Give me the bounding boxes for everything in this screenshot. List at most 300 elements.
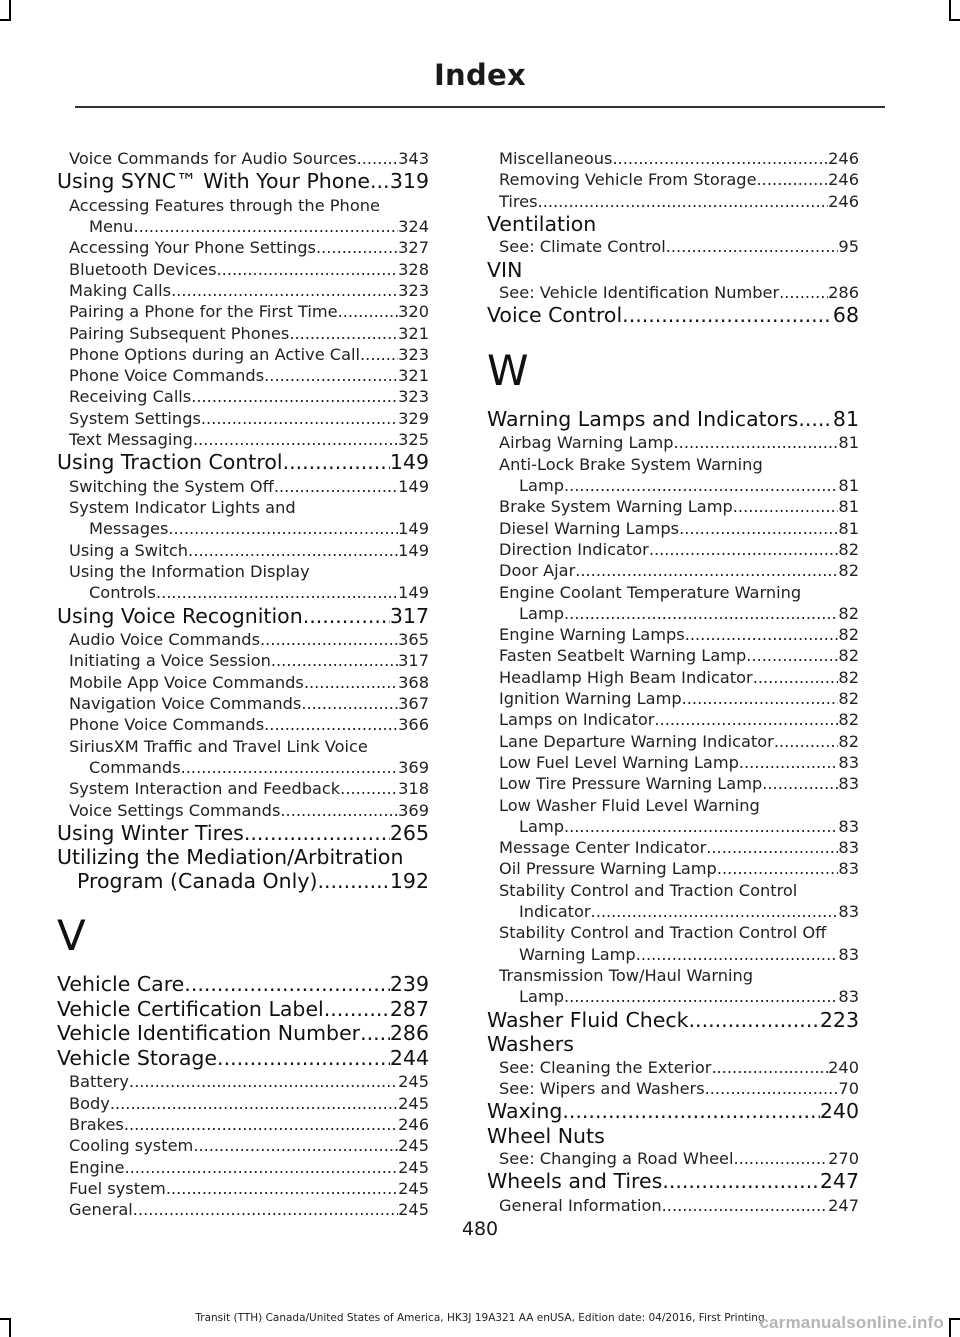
dot-leader (324, 998, 390, 1022)
dot-leader (779, 282, 828, 303)
index-subentry (57, 1071, 429, 1092)
dot-leader (717, 858, 839, 879)
index-subentry: Using the Information Display (69, 562, 310, 582)
index-subentry (487, 858, 859, 879)
index-subentry (57, 629, 429, 650)
dot-leader (124, 1157, 398, 1178)
index-subentry (57, 1157, 429, 1178)
entry-page: 286 (389, 1022, 429, 1046)
dot-leader (188, 540, 398, 561)
entry-label: Lamps on Indicator (499, 710, 655, 730)
entry-label: Commands (89, 757, 181, 777)
entry-label: System Settings (69, 408, 201, 428)
entry-label: Miscellaneous (499, 149, 613, 168)
entry-label: General Information (499, 1195, 662, 1215)
entry-label: Making Calls (69, 280, 172, 300)
entry-page: 246 (398, 1114, 429, 1134)
index-subentry (57, 672, 429, 693)
entry-label: Voice Control (487, 304, 623, 328)
entry-page: 247 (828, 1195, 859, 1215)
entry-page: 81 (838, 476, 859, 496)
entry-label: Brake System Warning Lamp (499, 497, 733, 517)
entry-label: Door Ajar (499, 561, 576, 581)
dot-leader (304, 672, 398, 693)
dot-leader (562, 1100, 820, 1124)
index-subentry (487, 645, 859, 666)
dot-leader (679, 518, 838, 539)
entry-label: Ignition Warning Lamp (499, 689, 682, 709)
entry-page: 246 (828, 191, 859, 211)
index-subentry (57, 757, 429, 778)
entry-page: 369 (398, 800, 429, 820)
dot-leader (666, 236, 839, 257)
dot-leader (168, 518, 398, 539)
entry-label: Messages (89, 519, 169, 539)
index-subentry (57, 1178, 429, 1199)
dot-leader (316, 237, 398, 258)
entry-label: Receiving Calls (69, 387, 192, 407)
index-subentry: Transmission Tow/Haul Warning (499, 965, 753, 985)
index-subentry (487, 560, 859, 581)
entry-label: Warning Lamp (519, 944, 636, 964)
entry-label: See: Climate Control (499, 237, 666, 257)
index-heading: Wheel Nuts (487, 1123, 605, 1148)
dot-leader (264, 365, 398, 386)
index-subentry (57, 259, 429, 280)
dot-leader (762, 773, 838, 794)
entry-page: 83 (838, 944, 859, 964)
entry-label: Using Voice Recognition (57, 604, 303, 628)
entry-page: 81 (832, 407, 859, 431)
dot-leader (193, 429, 398, 450)
entry-label: Message Center Indicator (499, 838, 707, 858)
entry-label: Program (Canada Only) (77, 869, 318, 893)
dot-leader (564, 816, 838, 837)
index-subentry (57, 778, 429, 799)
dot-leader (774, 731, 839, 752)
index-subentry (57, 408, 429, 429)
entry-page: 323 (398, 387, 429, 407)
entry-page: 245 (398, 1136, 429, 1156)
entry-page: 246 (828, 149, 859, 168)
entry-page: 192 (389, 869, 429, 893)
entry-page: 83 (838, 774, 859, 794)
index-subentry (57, 518, 429, 539)
entry-label: Direction Indicator (499, 539, 649, 559)
index-entry (57, 870, 429, 894)
entry-label: Removing Vehicle From Storage (499, 170, 757, 190)
entry-label: Bluetooth Devices (69, 259, 217, 279)
entry-label: Switching the System Off (69, 476, 274, 496)
dot-leader (166, 1178, 398, 1199)
index-subentry: Stability Control and Traction Control (499, 880, 798, 900)
dot-leader (133, 216, 398, 237)
index-subentry (57, 693, 429, 714)
entry-page: 68 (832, 304, 859, 328)
entry-page: 81 (838, 518, 859, 538)
index-entry (57, 998, 429, 1022)
entry-page: 83 (838, 859, 859, 879)
entry-label: See: Changing a Road Wheel (499, 1149, 734, 1169)
index-subentry (57, 650, 429, 671)
dot-leader (706, 837, 838, 858)
entry-label: Phone Options during an Active Call (69, 344, 361, 364)
entry-label: System Interaction and Feedback (69, 779, 341, 799)
entry-label: Fasten Seatbelt Warning Lamp (499, 646, 747, 666)
index-subentry (57, 429, 429, 450)
entry-page: 368 (398, 672, 429, 692)
dot-leader (124, 1114, 398, 1135)
index-subentry (487, 986, 859, 1007)
dot-leader (622, 304, 833, 328)
dot-leader (283, 451, 390, 475)
index-subentry (487, 236, 859, 257)
index-entry (57, 1022, 429, 1046)
dot-leader (734, 1148, 829, 1169)
entry-label: Diesel Warning Lamps (499, 518, 680, 538)
entry-page: 318 (398, 779, 429, 799)
entry-label: Using SYNC™ With Your Phone (57, 170, 370, 194)
entry-label: Lamp (519, 987, 564, 1007)
index-subentry (487, 496, 859, 517)
entry-label: Waxing (487, 1100, 563, 1124)
index-subentry (57, 386, 429, 407)
entry-page: 317 (398, 651, 429, 671)
index-subentry (57, 301, 429, 322)
entry-page: 245 (398, 1157, 429, 1177)
entry-page: 81 (838, 433, 859, 453)
entry-page: 369 (398, 757, 429, 777)
index-subentry (57, 1093, 429, 1114)
entry-page: 286 (828, 283, 859, 303)
edition-footer: Transit (TTH) Canada/United States of America, HK3J 19A321 AA enUSA, Edition date: 04/2016, First Printing (195, 1312, 765, 1324)
entry-label: Vehicle Identification Number (57, 1022, 361, 1046)
index-subentry (487, 148, 859, 169)
entry-label: Washer Fluid Check (487, 1008, 689, 1032)
entry-page: 83 (838, 816, 859, 836)
page-number: 480 (461, 1218, 499, 1240)
entry-page: 367 (398, 694, 429, 714)
entry-label: See: Vehicle Identification Number (499, 283, 780, 303)
index-subentry (57, 344, 429, 365)
entry-label: Wheels and Tires (487, 1170, 663, 1194)
dot-leader (613, 148, 829, 169)
section-letter: W (487, 345, 529, 395)
dot-leader (564, 475, 838, 496)
entry-page: 328 (398, 259, 429, 279)
index-entry (57, 605, 429, 629)
dot-leader (184, 973, 390, 997)
index-subentry (487, 1057, 859, 1078)
section-letter: V (57, 911, 86, 961)
index-subentry (487, 191, 859, 212)
watermark: carmanualsonline.info (759, 1313, 944, 1332)
entry-label: Voice Commands for Audio Sources (69, 149, 357, 168)
dot-leader (685, 624, 839, 645)
dot-leader (705, 1078, 839, 1099)
dot-leader (171, 280, 398, 301)
index-subentry (487, 1078, 859, 1099)
entry-page: 223 (819, 1008, 859, 1032)
index-entry (57, 973, 429, 997)
dot-leader (193, 1135, 398, 1156)
dot-leader (217, 259, 399, 280)
entry-label: Tires (499, 191, 538, 211)
entry-label: Airbag Warning Lamp (499, 433, 674, 453)
entry-page: 149 (389, 451, 429, 475)
entry-page: 82 (838, 625, 859, 645)
entry-page: 149 (398, 583, 429, 603)
index-subentry (57, 1135, 429, 1156)
dot-leader (689, 1009, 820, 1033)
entry-label: Pairing a Phone for the First Time (69, 302, 338, 322)
dot-leader (662, 1170, 820, 1194)
entry-label: Mobile App Voice Commands (69, 672, 304, 692)
index-subentry (487, 837, 859, 858)
index-subentry (57, 323, 429, 344)
dot-leader (301, 693, 398, 714)
entry-label: Phone Voice Commands (69, 715, 265, 735)
entry-label: General (69, 1200, 133, 1220)
entry-page: 240 (828, 1057, 859, 1077)
index-subentry (57, 1114, 429, 1135)
index-entry (487, 304, 859, 328)
dot-leader (260, 629, 398, 650)
dot-leader (274, 476, 398, 497)
entry-page: 317 (389, 604, 429, 628)
dot-leader (711, 1057, 828, 1078)
entry-label: Voice Settings Commands (69, 800, 281, 820)
entry-label: Lamp (519, 603, 564, 623)
dot-leader (201, 408, 398, 429)
entry-page: 323 (398, 280, 429, 300)
entry-page: 82 (838, 646, 859, 666)
index-subentry (487, 688, 859, 709)
entry-label: Initiating a Voice Session (69, 651, 271, 671)
dot-leader (357, 148, 399, 169)
dot-leader (280, 800, 398, 821)
dot-leader (360, 344, 398, 365)
dot-leader (753, 667, 839, 688)
index-subentry (57, 280, 429, 301)
dot-leader (662, 1195, 828, 1216)
entry-page: 325 (398, 430, 429, 450)
dot-leader (654, 709, 838, 730)
entry-label: Engine Warning Lamps (499, 625, 685, 645)
index-subentry: Stability Control and Traction Control Off (499, 923, 827, 943)
dot-leader (798, 408, 833, 432)
entry-label: Vehicle Storage (57, 1046, 218, 1070)
dot-leader (303, 605, 390, 629)
index-subentry (57, 540, 429, 561)
entry-page: 82 (838, 539, 859, 559)
entry-label: Navigation Voice Commands (69, 694, 302, 714)
index-subentry (487, 816, 859, 837)
index-subentry (487, 667, 859, 688)
index-subentry (487, 773, 859, 794)
index-entry: Utilizing the Mediation/Arbitration (57, 845, 404, 870)
entry-page: 83 (838, 752, 859, 772)
entry-page: 246 (828, 170, 859, 190)
index-entry (487, 1170, 859, 1194)
entry-label: Fuel system (69, 1178, 166, 1198)
index-heading: VIN (487, 257, 523, 282)
entry-page: 319 (389, 170, 429, 194)
entry-page: 240 (819, 1100, 859, 1124)
dot-leader (110, 1093, 398, 1114)
entry-label: Using Traction Control (57, 451, 283, 475)
entry-page: 321 (398, 366, 429, 386)
dot-leader (360, 1022, 390, 1046)
dot-leader (591, 901, 839, 922)
index-subentry (487, 624, 859, 645)
index-subentry: Accessing Features through the Phone (69, 195, 380, 215)
entry-page: 82 (838, 667, 859, 687)
index-subentry (57, 237, 429, 258)
index-subentry (57, 365, 429, 386)
entry-label: Lamp (519, 476, 564, 496)
index-subentry (487, 752, 859, 773)
dot-leader (636, 944, 839, 965)
entry-page: 149 (398, 476, 429, 496)
entry-page: 95 (838, 237, 859, 257)
dot-leader (156, 582, 398, 603)
crop-mark (949, 0, 951, 20)
entry-page: 247 (819, 1170, 859, 1194)
entry-page: 82 (838, 689, 859, 709)
entry-label: Oil Pressure Warning Lamp (499, 859, 717, 879)
index-subentry (487, 944, 859, 965)
entry-page: 81 (838, 497, 859, 517)
dot-leader (340, 778, 398, 799)
entry-page: 149 (398, 519, 429, 539)
dot-leader (191, 386, 398, 407)
dot-leader (649, 539, 839, 560)
index-entry (57, 1047, 429, 1071)
dot-leader (739, 752, 839, 773)
index-entry (57, 822, 429, 846)
entry-label: Lamp (519, 816, 564, 836)
crop-mark (9, 0, 11, 20)
entry-label: Menu (89, 217, 134, 237)
entry-label: Using a Switch (69, 540, 189, 560)
entry-label: Battery (69, 1072, 129, 1092)
index-subentry (487, 475, 859, 496)
entry-page: 82 (838, 731, 859, 751)
entry-page: 245 (398, 1178, 429, 1198)
dot-leader (271, 650, 398, 671)
dot-leader (538, 191, 829, 212)
index-subentry (57, 582, 429, 603)
entry-page: 365 (398, 630, 429, 650)
dot-leader (564, 603, 838, 624)
dot-leader (370, 170, 390, 194)
entry-page: 83 (838, 902, 859, 922)
entry-label: Vehicle Certification Label (57, 997, 324, 1021)
entry-page: 245 (398, 1200, 429, 1220)
index-subentry (487, 432, 859, 453)
entry-label: Accessing Your Phone Settings (69, 238, 316, 258)
index-subentry: Engine Coolant Temperature Warning (499, 582, 802, 602)
index-entry (57, 170, 429, 194)
entry-label: Vehicle Care (57, 973, 185, 997)
entry-label: Using Winter Tires (57, 821, 244, 845)
index-subentry (487, 709, 859, 730)
entry-label: Audio Voice Commands (69, 630, 261, 650)
entry-label: Indicator (519, 902, 591, 922)
index-column-left (57, 148, 429, 1220)
index-subentry (487, 1195, 859, 1216)
entry-label: See: Cleaning the Exterior (499, 1057, 712, 1077)
index-subentry: Low Washer Fluid Level Warning (499, 795, 760, 815)
entry-label: Text Messaging (69, 430, 193, 450)
entry-page: 149 (398, 540, 429, 560)
index-heading: Ventilation (487, 211, 597, 236)
entry-label: Headlamp High Beam Indicator (499, 667, 753, 687)
entry-label: Controls (89, 583, 156, 603)
index-subentry (487, 1148, 859, 1169)
entry-page: 239 (389, 973, 429, 997)
entry-label: Warning Lamps and Indicators (487, 407, 799, 431)
entry-label: Brakes (69, 1114, 124, 1134)
index-subentry (57, 216, 429, 237)
dot-leader (575, 560, 838, 581)
index-subentry (487, 282, 859, 303)
entry-label: See: Wipers and Washers (499, 1078, 705, 1098)
index-entry (487, 1009, 859, 1033)
entry-label: Engine (69, 1157, 125, 1177)
entry-label: Phone Voice Commands (69, 366, 265, 386)
dot-leader (217, 1047, 390, 1071)
dot-leader (129, 1071, 398, 1092)
entry-page: 265 (389, 821, 429, 845)
entry-page: 70 (838, 1078, 859, 1098)
index-heading: Washers (487, 1032, 574, 1056)
page-title: Index (433, 58, 527, 92)
entry-page: 270 (828, 1149, 859, 1169)
dot-leader (564, 986, 838, 1007)
entry-page: 245 (398, 1072, 429, 1092)
index-subentry: Anti-Lock Brake System Warning (499, 454, 763, 474)
entry-page: 245 (398, 1093, 429, 1113)
crop-mark (949, 19, 960, 21)
index-column-right (487, 148, 859, 1216)
index-entry (57, 451, 429, 475)
dot-leader (674, 432, 839, 453)
entry-page: 327 (398, 238, 429, 258)
index-subentry (487, 539, 859, 560)
entry-page: 323 (398, 344, 429, 364)
entry-label: Body (69, 1093, 110, 1113)
dot-leader (733, 496, 839, 517)
index-subentry: SiriusXM Traffic and Travel Link Voice (69, 736, 368, 756)
entry-page: 287 (389, 997, 429, 1021)
entry-page: 83 (838, 838, 859, 858)
entry-label: Cooling system (69, 1136, 194, 1156)
crop-mark (0, 19, 11, 21)
index-subentry (487, 603, 859, 624)
entry-page: 320 (398, 302, 429, 322)
index-subentry (57, 476, 429, 497)
index-subentry (487, 169, 859, 190)
entry-label: Low Tire Pressure Warning Lamp (499, 774, 763, 794)
header-divider (75, 106, 885, 108)
index-subentry (487, 901, 859, 922)
dot-leader (289, 323, 398, 344)
index-subentry (57, 714, 429, 735)
index-subentry (487, 518, 859, 539)
entry-page: 244 (389, 1046, 429, 1070)
